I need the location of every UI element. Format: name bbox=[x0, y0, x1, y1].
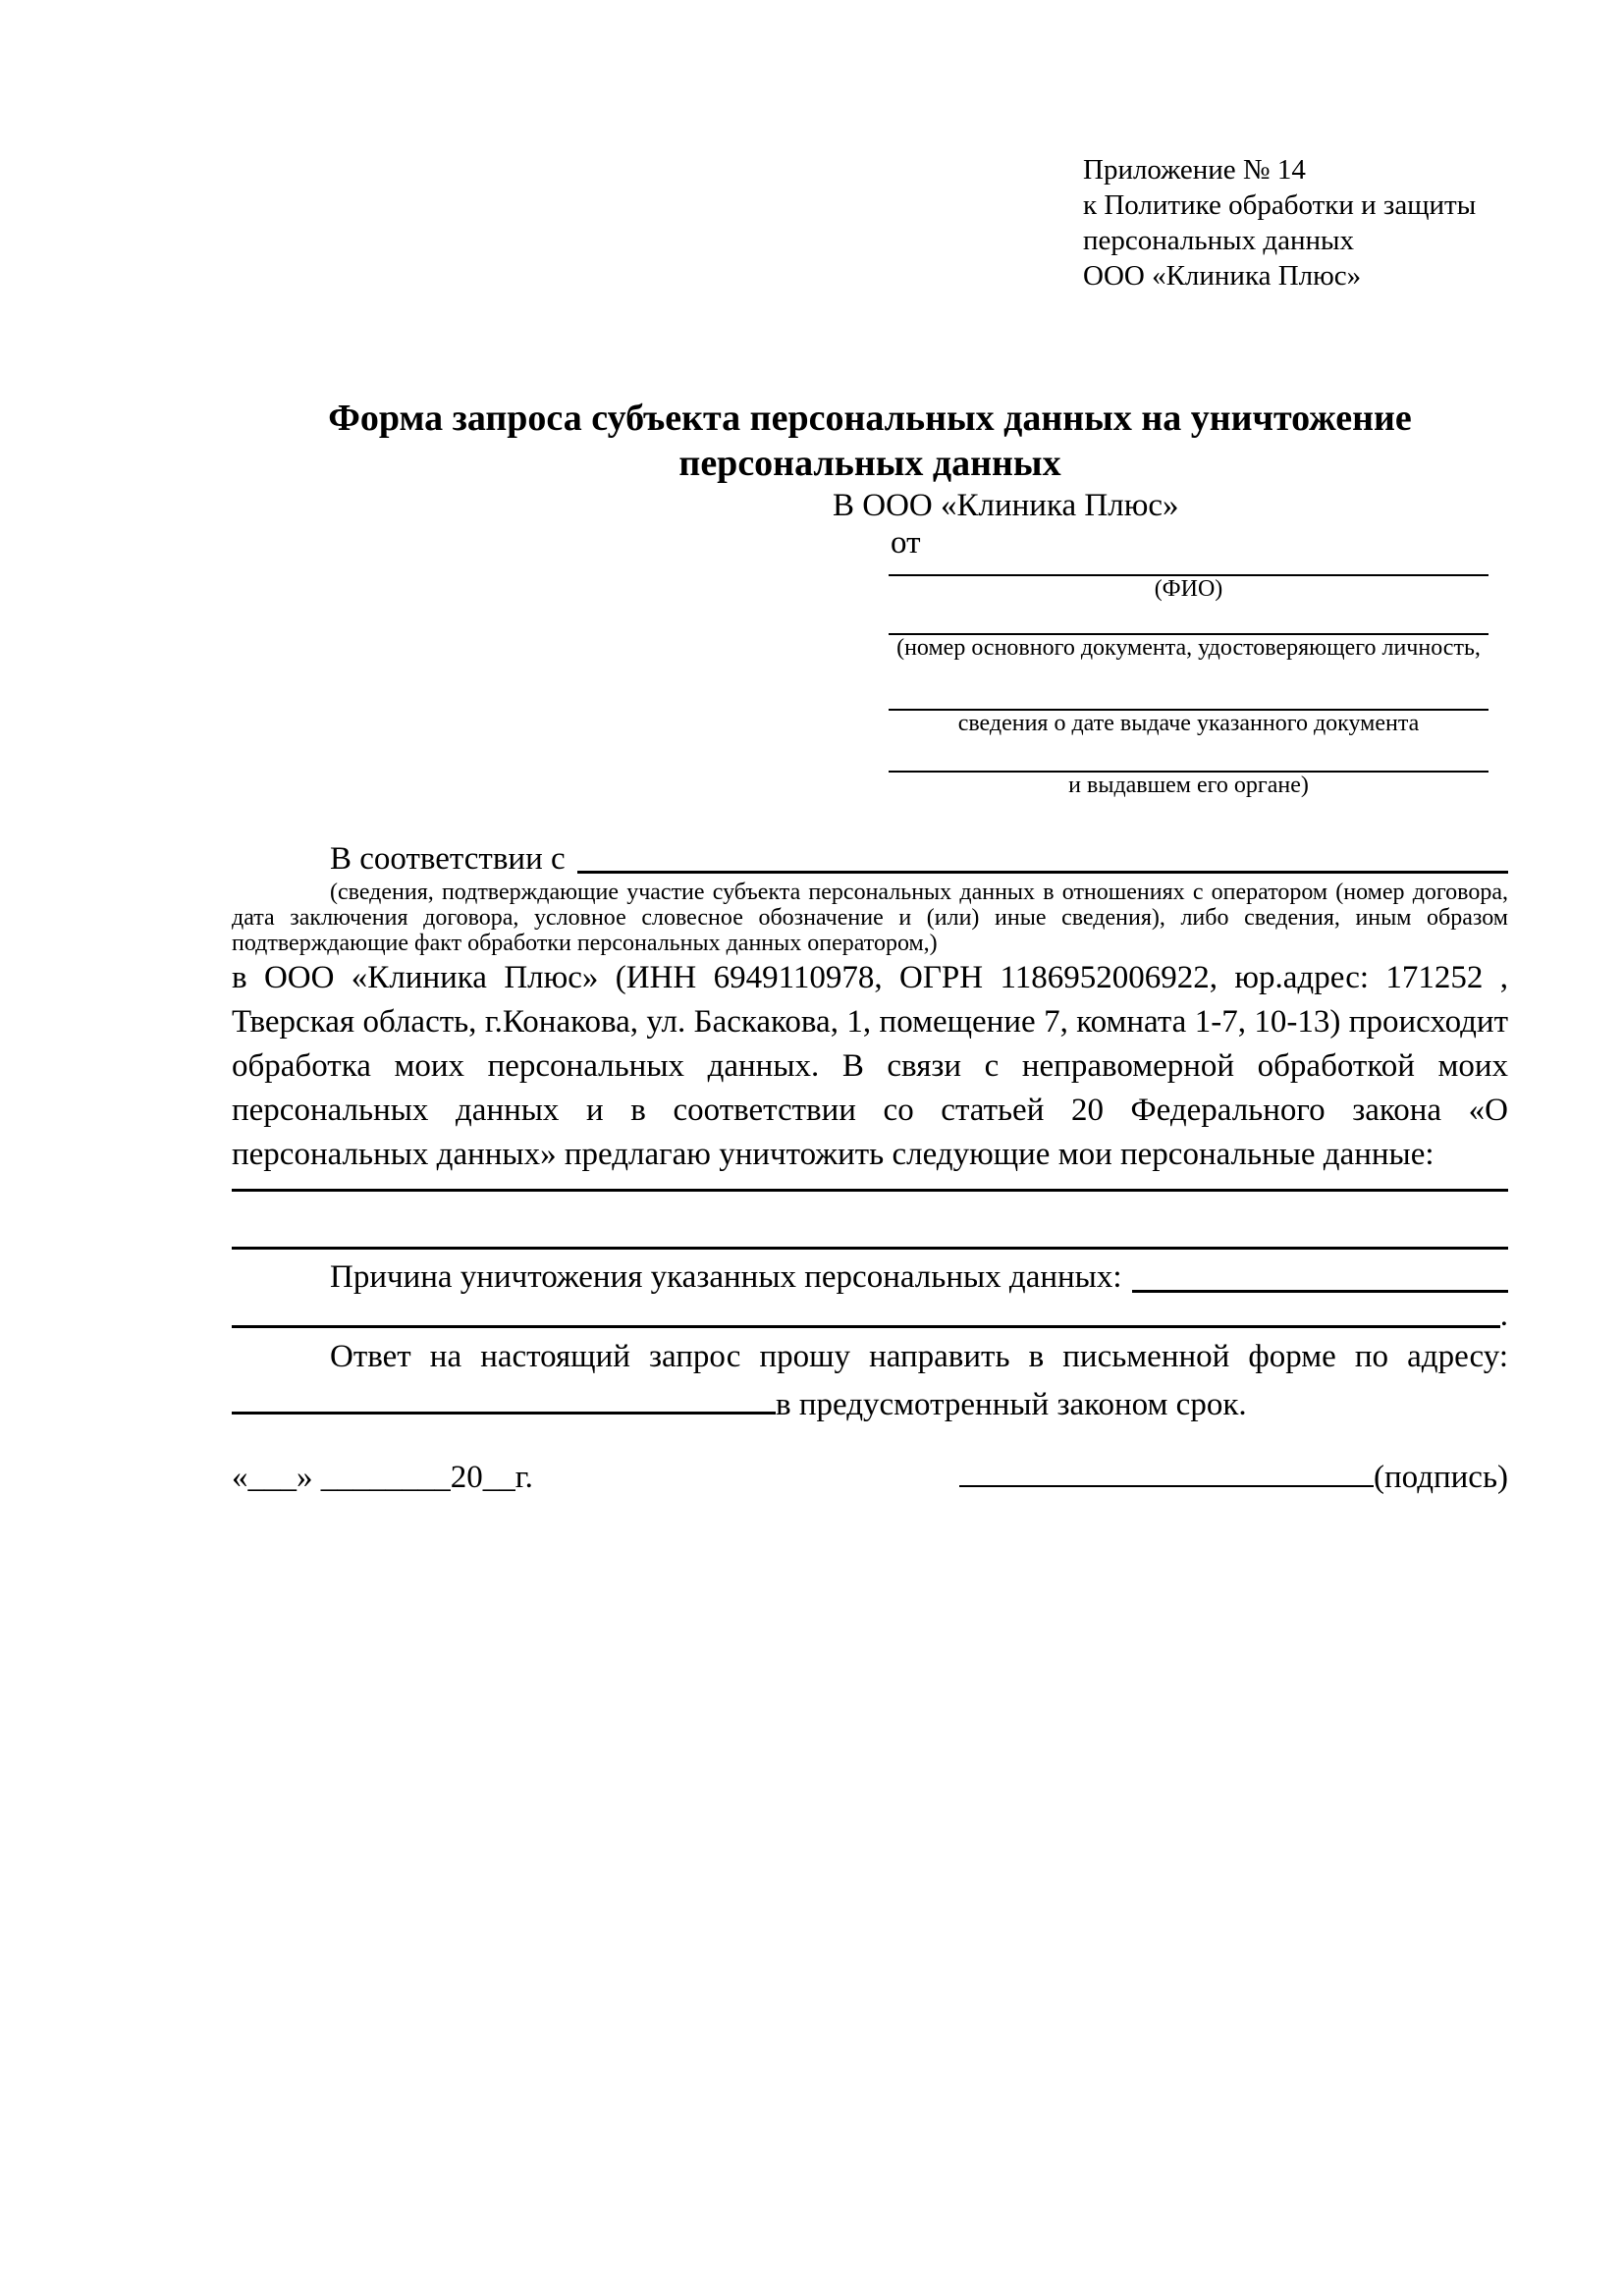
appendix-line: ООО «Клиника Плюс» bbox=[1083, 260, 1362, 292]
data-blank-line-2 bbox=[232, 1192, 1508, 1250]
accordance-row bbox=[232, 838, 1508, 880]
reason-blank-line bbox=[1132, 1290, 1508, 1293]
fio-blank-line bbox=[889, 561, 1489, 576]
issue-date-blank-line bbox=[889, 662, 1489, 711]
reason-continuation-row bbox=[232, 1296, 1508, 1335]
period: . bbox=[1499, 1298, 1508, 1333]
reply-address-row bbox=[232, 1379, 1508, 1427]
small-print-note: (сведения, подтверждающие участие субъекта персональных данных в отношениях с оператором (номер договора, дата заключения договора, условное словесное обозначение и (или) иные сведения), либо сведения, иным образом подтверждающие факт обработки персональных данных оператором,) bbox=[232, 880, 1508, 956]
requester-blanks bbox=[889, 561, 1489, 799]
document-number-blank-line bbox=[889, 603, 1489, 635]
appendix-line: к Политике обработки и защиты bbox=[1083, 189, 1477, 221]
appendix-line: Приложение № 14 bbox=[1083, 154, 1306, 186]
date-placeholder: «___» ________20__г. bbox=[232, 1460, 533, 1495]
addressee-line: В ООО «Клиника Плюс» bbox=[833, 488, 1179, 523]
reply-paragraph: Ответ на настоящий запрос прошу направить в письменной форме по адресу: bbox=[330, 1339, 1508, 1374]
appendix-line: персональных данных bbox=[1083, 225, 1355, 256]
issuer-blank-line bbox=[889, 737, 1489, 773]
accordance-blank-line bbox=[577, 871, 1508, 874]
appendix-block bbox=[1083, 152, 1508, 294]
data-blank-line-1 bbox=[232, 1177, 1508, 1192]
reason-row bbox=[232, 1255, 1508, 1300]
address-blank-line bbox=[232, 1379, 776, 1415]
signature-label: (подпись) bbox=[1374, 1460, 1508, 1495]
reason-continuation-blank-line bbox=[232, 1325, 1500, 1328]
document-content bbox=[232, 152, 1508, 1500]
reason-label: Причина уничтожения указанных персональных данных: bbox=[330, 1259, 1122, 1295]
issuer-label: и выдавшем его органе) bbox=[1068, 773, 1309, 798]
body-paragraph: в ООО «Клиника Плюс» (ИНН 6949110978, ОГРН 1186952006922, юр.адрес: 171252 , Тверская область, г.Конакова, ул. Баскакова, 1, помещение 7, комната 1-7, 10-13) происходит обработка моих персональных данных. В связи с неправомерной обработкой моих персональных данных и в соответствии со статьей 20 Федерального закона «О персональных данных» предлагаю уничтожить следующие мои персональные данные: bbox=[232, 960, 1508, 1172]
issue-date-label: сведения о дате выдаче указанного документа bbox=[957, 711, 1420, 736]
signature-block bbox=[959, 1453, 1508, 1500]
form-title: Форма запроса субъекта персональных данных на уничтожение персональных данных bbox=[328, 398, 1412, 484]
accordance-text: В соответствии с bbox=[330, 841, 566, 877]
reply-suffix: в предусмотренный законом срок. bbox=[776, 1387, 1247, 1422]
from-label: от bbox=[891, 525, 921, 561]
fio-label: (ФИО) bbox=[1154, 576, 1223, 602]
signature-blank-line bbox=[959, 1453, 1374, 1487]
document-number-label: (номер основного документа, удостоверяющего личность, bbox=[896, 635, 1481, 661]
date-signature-row bbox=[232, 1453, 1508, 1500]
